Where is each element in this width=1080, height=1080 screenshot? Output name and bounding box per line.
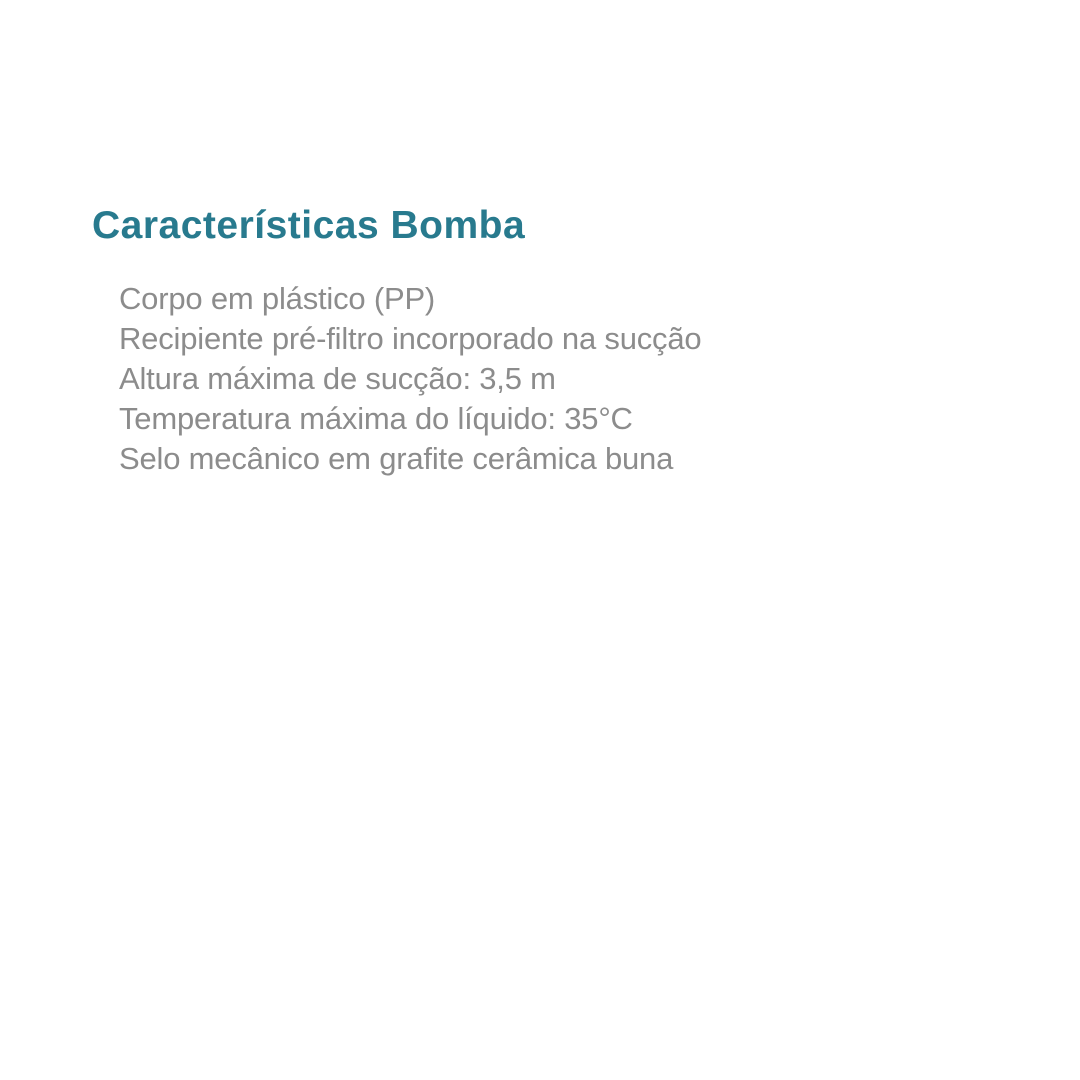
section-title: Características Bomba <box>92 204 526 247</box>
pump-characteristics-section <box>92 204 992 479</box>
spec-item-body-material: Corpo em plástico (PP) <box>119 280 436 316</box>
spec-list <box>119 279 992 479</box>
spec-item-mechanical-seal: Selo mecânico em grafite cerâmica buna <box>119 440 674 476</box>
spec-item-prefilter: Recipiente pré-filtro incorporado na sucção <box>119 320 702 356</box>
spec-item-max-temperature: Temperatura máxima do líquido: 35°C <box>119 400 633 436</box>
spec-item-suction-height: Altura máxima de sucção: 3,5 m <box>119 360 556 396</box>
